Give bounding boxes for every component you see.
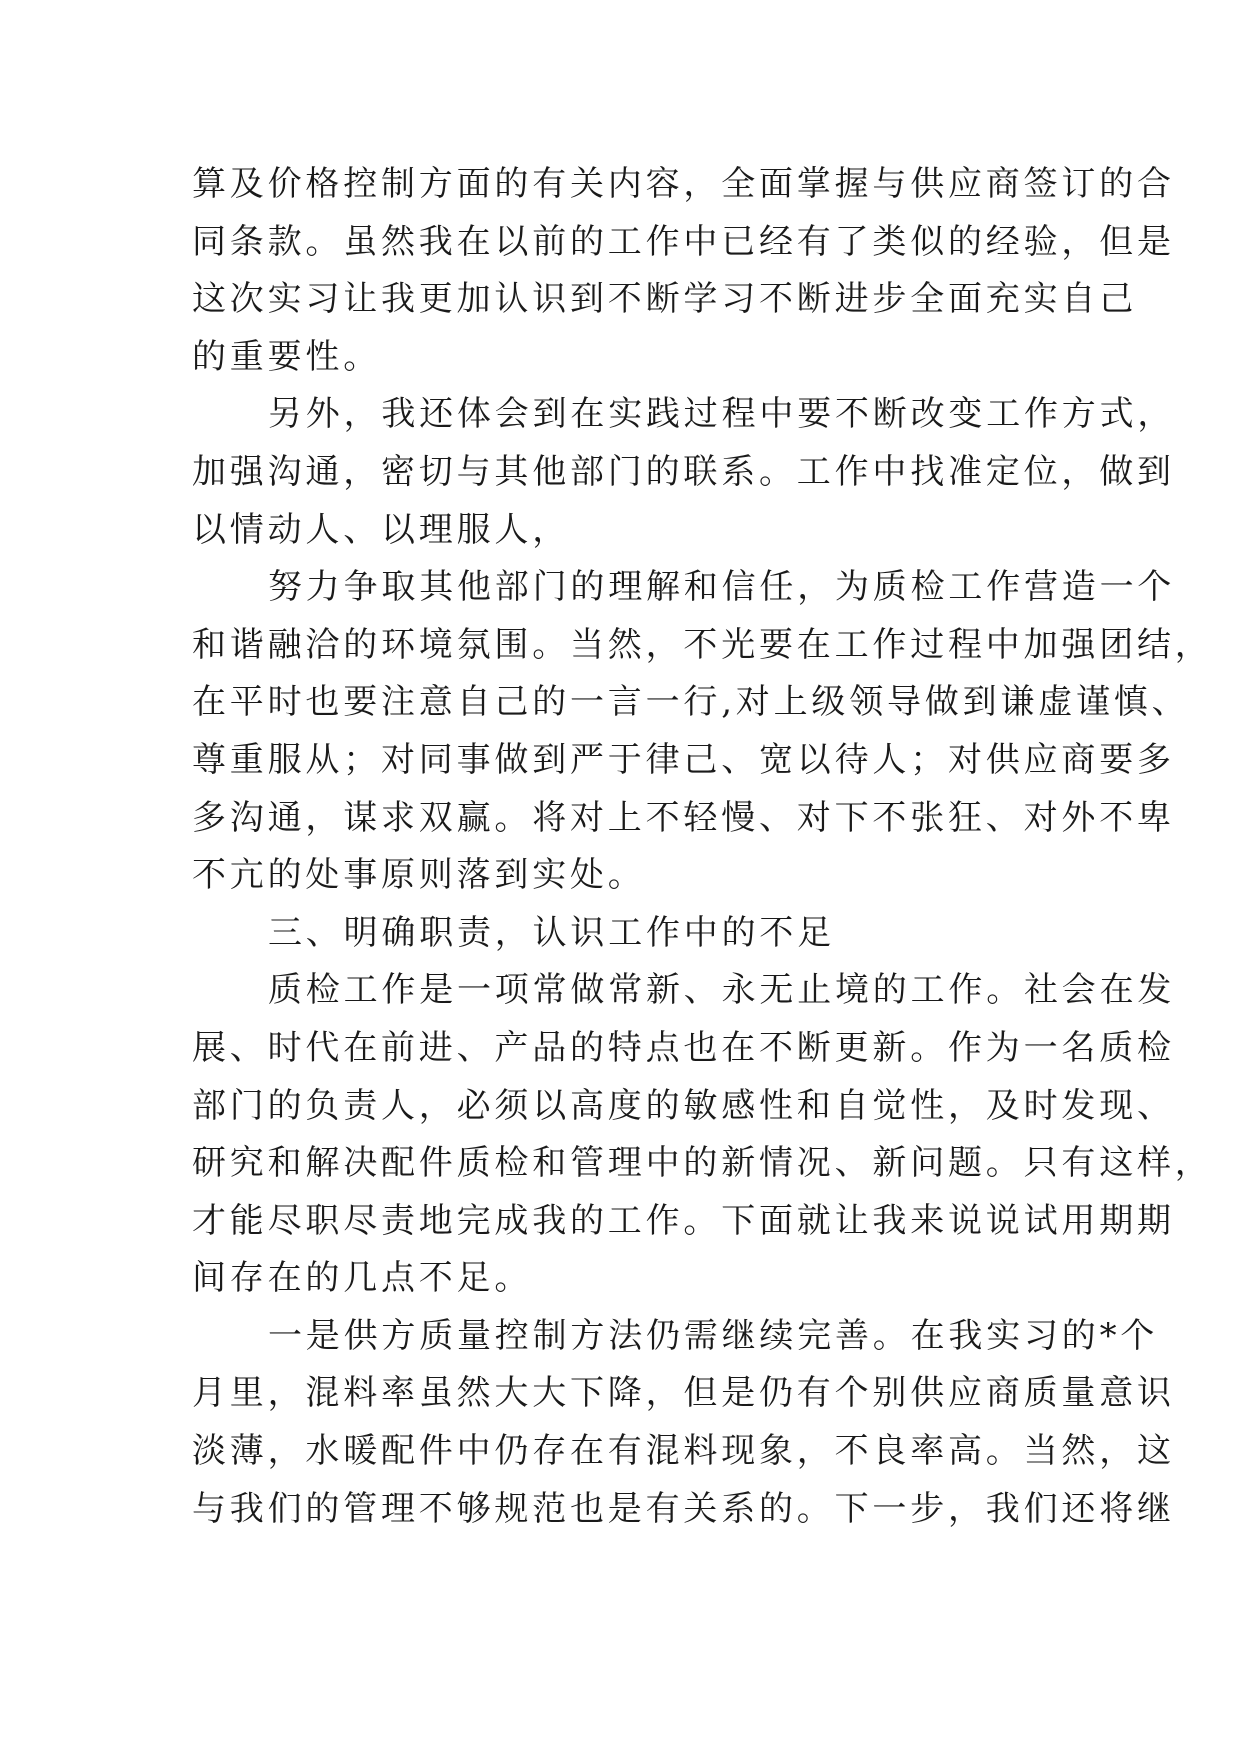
paragraph-first-line: 质检工作是一项常做常新、永无止境的工作。社会在发	[268, 970, 1176, 1011]
text-line: 和谐融洽的环境氛围。当然，不光要在工作过程中加强团结，	[192, 624, 1213, 665]
paragraph-first-line: 努力争取其他部门的理解和信任，为质检工作营造一个	[268, 567, 1176, 608]
text-line: 算及价格控制方面的有关内容，全面掌握与供应商签订的合	[192, 164, 1175, 204]
text-line: 加强沟通，密切与其他部门的联系。工作中找准定位，做到	[192, 451, 1175, 492]
text-line: 的重要性。	[192, 336, 381, 377]
text-line: 研究和解决配件质检和管理中的新情况、新问题。只有这样，	[192, 1143, 1213, 1184]
text-line: 部门的负责人，必须以高度的敏感性和自觉性，及时发现、	[192, 1085, 1175, 1126]
text-line: 同条款。虽然我在以前的工作中已经有了类似的经验，但是	[192, 221, 1175, 262]
paragraph-first-line: 另外，我还体会到在实践过程中要不断改变工作方式，	[268, 394, 1176, 435]
text-line: 才能尽职尽责地完成我的工作。下面就让我来说说试用期期	[192, 1200, 1175, 1241]
text-line: 在平时也要注意自己的一言一行,对上级领导做到谦虚谨慎、	[192, 682, 1190, 723]
paragraph-first-line: 一是供方质量控制方法仍需继续完善。在我实习的*个	[268, 1315, 1159, 1356]
text-line: 不亢的处事原则落到实处。	[192, 855, 646, 896]
section-heading: 三、明确职责，认识工作中的不足	[268, 912, 835, 953]
text-line: 以情动人、以理服人，	[192, 509, 570, 550]
text-line: 这次实习让我更加认识到不断学习不断进步全面充实自己	[192, 279, 1137, 320]
text-line: 间存在的几点不足。	[192, 1258, 533, 1299]
text-line: 淡薄，水暖配件中仍存在有混料现象，不良率高。当然，这	[192, 1431, 1175, 1472]
text-line: 尊重服从；对同事做到严于律己、宽以待人；对供应商要多	[192, 739, 1175, 780]
text-line: 月里，混料率虽然大大下降，但是仍有个别供应商质量意识	[192, 1373, 1175, 1414]
text-line: 多沟通，谋求双赢。将对上不轻慢、对下不张狂、对外不卑	[192, 797, 1175, 838]
text-line: 与我们的管理不够规范也是有关系的。下一步，我们还将继	[192, 1488, 1175, 1529]
text-line: 展、时代在前进、产品的特点也在不断更新。作为一名质检	[192, 1027, 1175, 1068]
body-text	[192, 156, 1213, 1538]
